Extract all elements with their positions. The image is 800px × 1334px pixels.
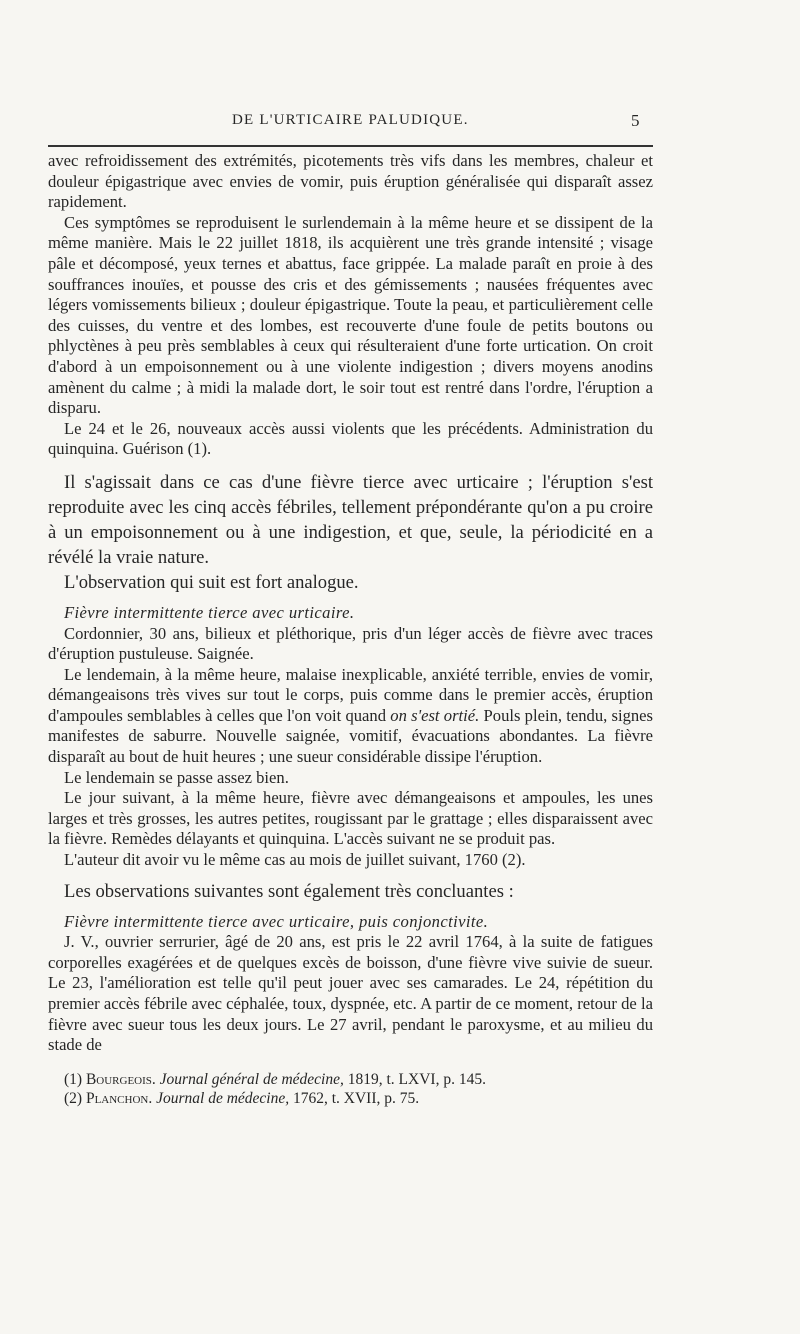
paragraph: Le jour suivant, à la même heure, fièvre avec démangeaisons et ampoules, les unes larges et très grosses, les autres petites, rougissant par le grattage ; elles disparaissent avec la fièvre. Remèdes délayants et quinquina. L'accès suivant ne se produit pas. [48, 788, 653, 849]
paragraph: L'observation qui suit est fort analogue. [64, 571, 359, 593]
running-title: DE L'URTICAIRE PALUDIQUE. [232, 112, 469, 128]
paragraph: L'auteur dit avoir vu le même cas au mois de juillet suivant, 1760 (2). [64, 850, 526, 870]
footnote-ref: 1762, t. XVII, p. 75. [289, 1090, 420, 1108]
footnotes [48, 1070, 653, 1109]
paragraph: Le lendemain se passe assez bien. [64, 767, 289, 787]
footnote-journal: Journal général de médecine, [155, 1070, 344, 1088]
footnote-mark: (2) [64, 1090, 86, 1108]
paragraph: Ces symptômes se reproduisent le surlendemain à la même heure et se dissipent de la même manière. Mais le 22 juillet 1818, ils acquièrent une très grande intensité ; visage pâle et décomposé, yeux ternes et abattus, face grippée. La malade paraît en proie à des souffrances inouïes, et pousse des cris et des gémissements ; nausées fréquentes avec légers vomissements bilieux ; douleur épigastrique. Toute la peau, et particulièrement celle des cuisses, du ventre et des lombes, est recouverte d'une foule de petits boutons ou phlyctènes à peu près semblables à ceux qui résulteraient d'une forte urtication. On croit d'abord à un empoisonnement ou à une violente indigestion ; divers moyens anodins amènent du calme ; à midi la malade dort, le soir tout est rentré dans l'ordre, l'éruption a disparu. [48, 212, 653, 418]
body-text [48, 151, 653, 1109]
page-number: 5 [631, 111, 640, 130]
paragraph: Il s'agissait dans ce cas d'une fièvre tierce avec urticaire ; l'éruption s'est reproduite avec les cinq accès fébriles, tellement prépondérante qu'on a pu croire à un empoisonnement ou à une indigestion, et que, seule, la périodicité en a révélé la vraie nature. [48, 471, 653, 568]
footnote-author: Planchon. [85, 1090, 153, 1108]
footnote [48, 1089, 653, 1109]
header-rule [48, 145, 653, 147]
footnote [48, 1070, 653, 1090]
footnote-author: Bourgeois. [85, 1070, 156, 1088]
paragraph: Le 24 et le 26, nouveaux accès aussi violents que les précédents. Administration du quinquina. Guérison (1). [48, 418, 653, 459]
paragraph: J. V., ouvrier serrurier, âgé de 20 ans, est pris le 22 avril 1764, à la suite de fatigues corporelles exagérées et de quelques excès de boisson, d'une fièvre vive suivie de sueur. Le 23, l'amélioration est telle qu'il peut jouer avec ses camarades. Le 24, répétition du premier accès fébrile avec céphalée, toux, dyspnée, etc. A partir de ce moment, retour de la fièvre avec sueur tous les deux jours. Le 27 avril, pendant le paroxysme, et au milieu du stade de [48, 932, 653, 1055]
paragraph: Cordonnier, 30 ans, bilieux et pléthorique, pris d'un léger accès de fièvre avec traces d'éruption pustuleuse. Saignée. [48, 623, 653, 664]
footnote-journal: Journal de médecine, [152, 1090, 290, 1108]
footnote-mark: (1) [64, 1070, 86, 1088]
paragraph [48, 665, 653, 768]
paragraph-text: Pouls plein, tendu, signes manifestes de saburre. Nouvelle saignée, vomitif, évacuations abondantes. La fièvre disparaît au bout de huit heures ; une sueur considérable dissipe l'éruption. [48, 705, 654, 767]
case-title: Fièvre intermittente tierce avec urticaire. [64, 602, 355, 622]
page-header [0, 112, 800, 136]
paragraph-text: Le lendemain, à la même heure, malaise inexplicable, anxiété terrible, envies de vomir, démangeaisons très vives sur tout le corps, puis comme dans le premier accès, éruption d'ampoules semblables à celles que l'on voit quand [48, 664, 653, 725]
case-title: Fièvre intermittente tierce avec urticaire, puis conjonctivite. [64, 911, 489, 931]
footnote-ref: 1819, t. LXVI, p. 145. [343, 1070, 486, 1088]
paragraph: Les observations suivantes sont également très concluantes : [64, 880, 514, 902]
paragraph: avec refroidissement des extrémités, picotements très vifs dans les membres, chaleur et douleur épigastrique avec envies de vomir, puis éruption généralisée qui disparaît assez rapidement. [48, 151, 653, 212]
italic-phrase: on s'est ortié. [390, 705, 480, 725]
